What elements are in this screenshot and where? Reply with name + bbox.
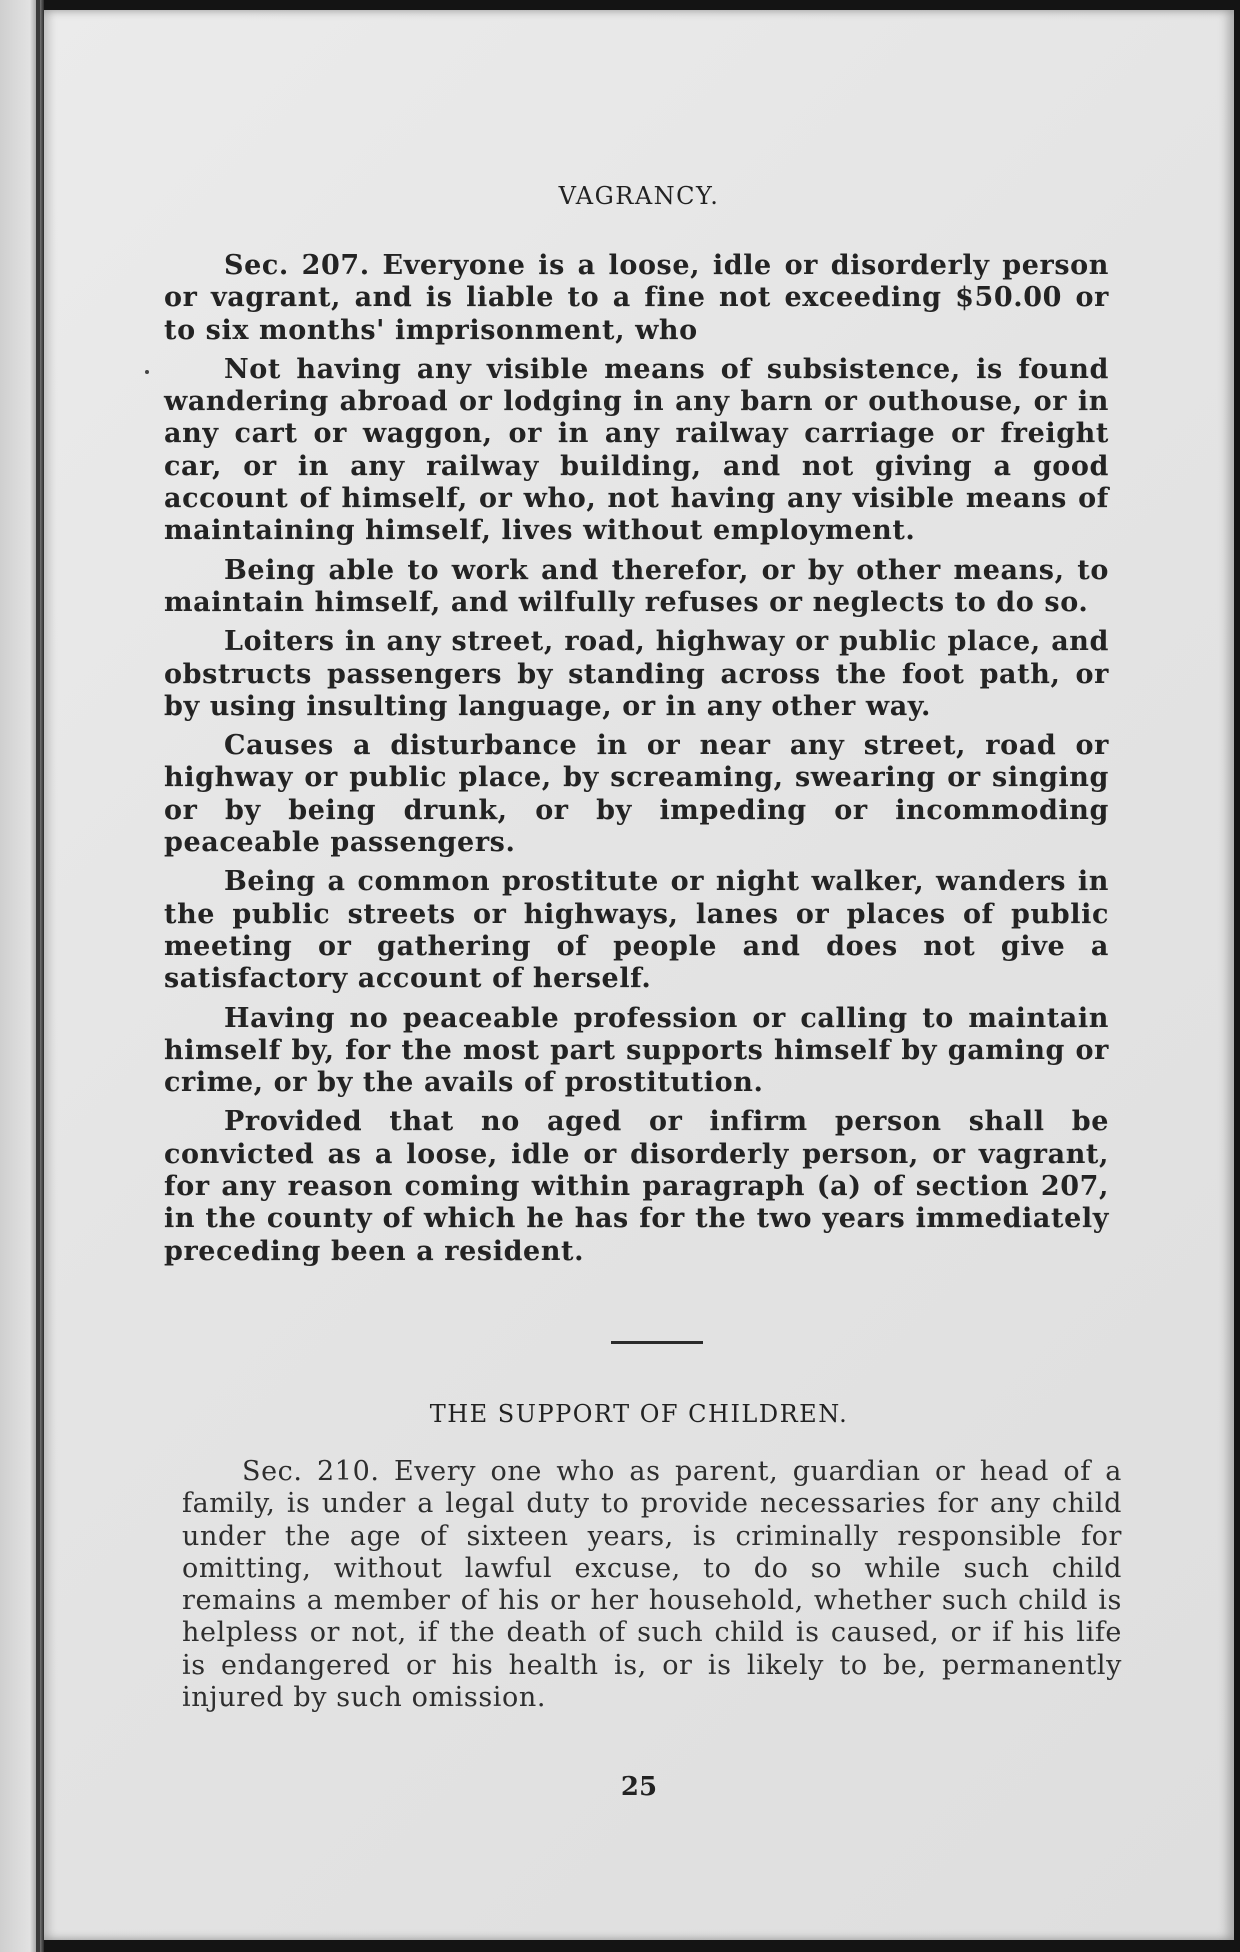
paragraph-clause: Being able to work and therefor, or by other means, to maintain himself, and wilfully refuses or neglects to do so.: [164, 554, 1109, 618]
paragraph-clause: Having no peaceable profession or calling to maintain himself by, for the most part supports himself by gaming or crime, or by the avails of prostitution.: [164, 1002, 1109, 1099]
paragraph-clause: Causes a disturbance in or near any street, road or highway or public place, by screaming, swearing or singing or by being drunk, or by impeding or incommoding peaceable passengers.: [164, 730, 1109, 859]
page-sheet: [44, 10, 1234, 1940]
stray-mark: [145, 370, 149, 374]
paragraph-clause: Not having any visible means of subsistence, is found wandering abroad or lodging in any barn or outhouse, or in any cart or waggon, or in any railway carriage or freight car, or in any railway building, and not giving a good account of himself, or who, not having any visible means of maintaining himself, lives without employment.: [164, 353, 1109, 547]
paragraph-clause: Being a common prostitute or night walker, wanders in the public streets or highways, lanes or places of public meeting or gathering of people and does not give a satisfactory account of herself.: [164, 866, 1109, 995]
section-vagrancy: [164, 250, 1109, 1275]
section-divider: [611, 1341, 703, 1344]
paragraph-clause: Loiters in any street, road, highway or public place, and obstructs passengers by standing across the foot path, or by using insulting language, or in any other way.: [164, 626, 1109, 722]
section-heading-support: THE SUPPORT OF CHILDREN.: [429, 1400, 849, 1428]
paragraph-sec-210: Sec. 210. Every one who as parent, guardian or head of a family, is under a legal duty to provide necessaries for any child under the age of sixteen years, is criminally responsible for omitting, without lawful excuse, to do so while such child remains a member of his or her household, whether such child is helpless or not, if the death of such child is caused, or if his life is endangered or his health is, or is likely to be, permanently injured by such omission.: [182, 1456, 1122, 1714]
section-support-of-children: [182, 1456, 1122, 1714]
spine-edge: [36, 0, 40, 1952]
section-heading-vagrancy: VAGRANCY.: [558, 182, 720, 210]
paragraph-sec-207: Sec. 207. Everyone is a loose, idle or disorderly person or vagrant, and is liable to a fine not exceeding $50.00 or to six months' imprisonment, who: [164, 250, 1109, 346]
page-number: 25: [620, 1772, 658, 1802]
paragraph-proviso: Provided that no aged or infirm person shall be convicted as a loose, idle or disorderly person, or vagrant, for any reason coming within paragraph (a) of section 207, in the county of which he has for the two years immediately preceding been a resident.: [164, 1106, 1109, 1267]
